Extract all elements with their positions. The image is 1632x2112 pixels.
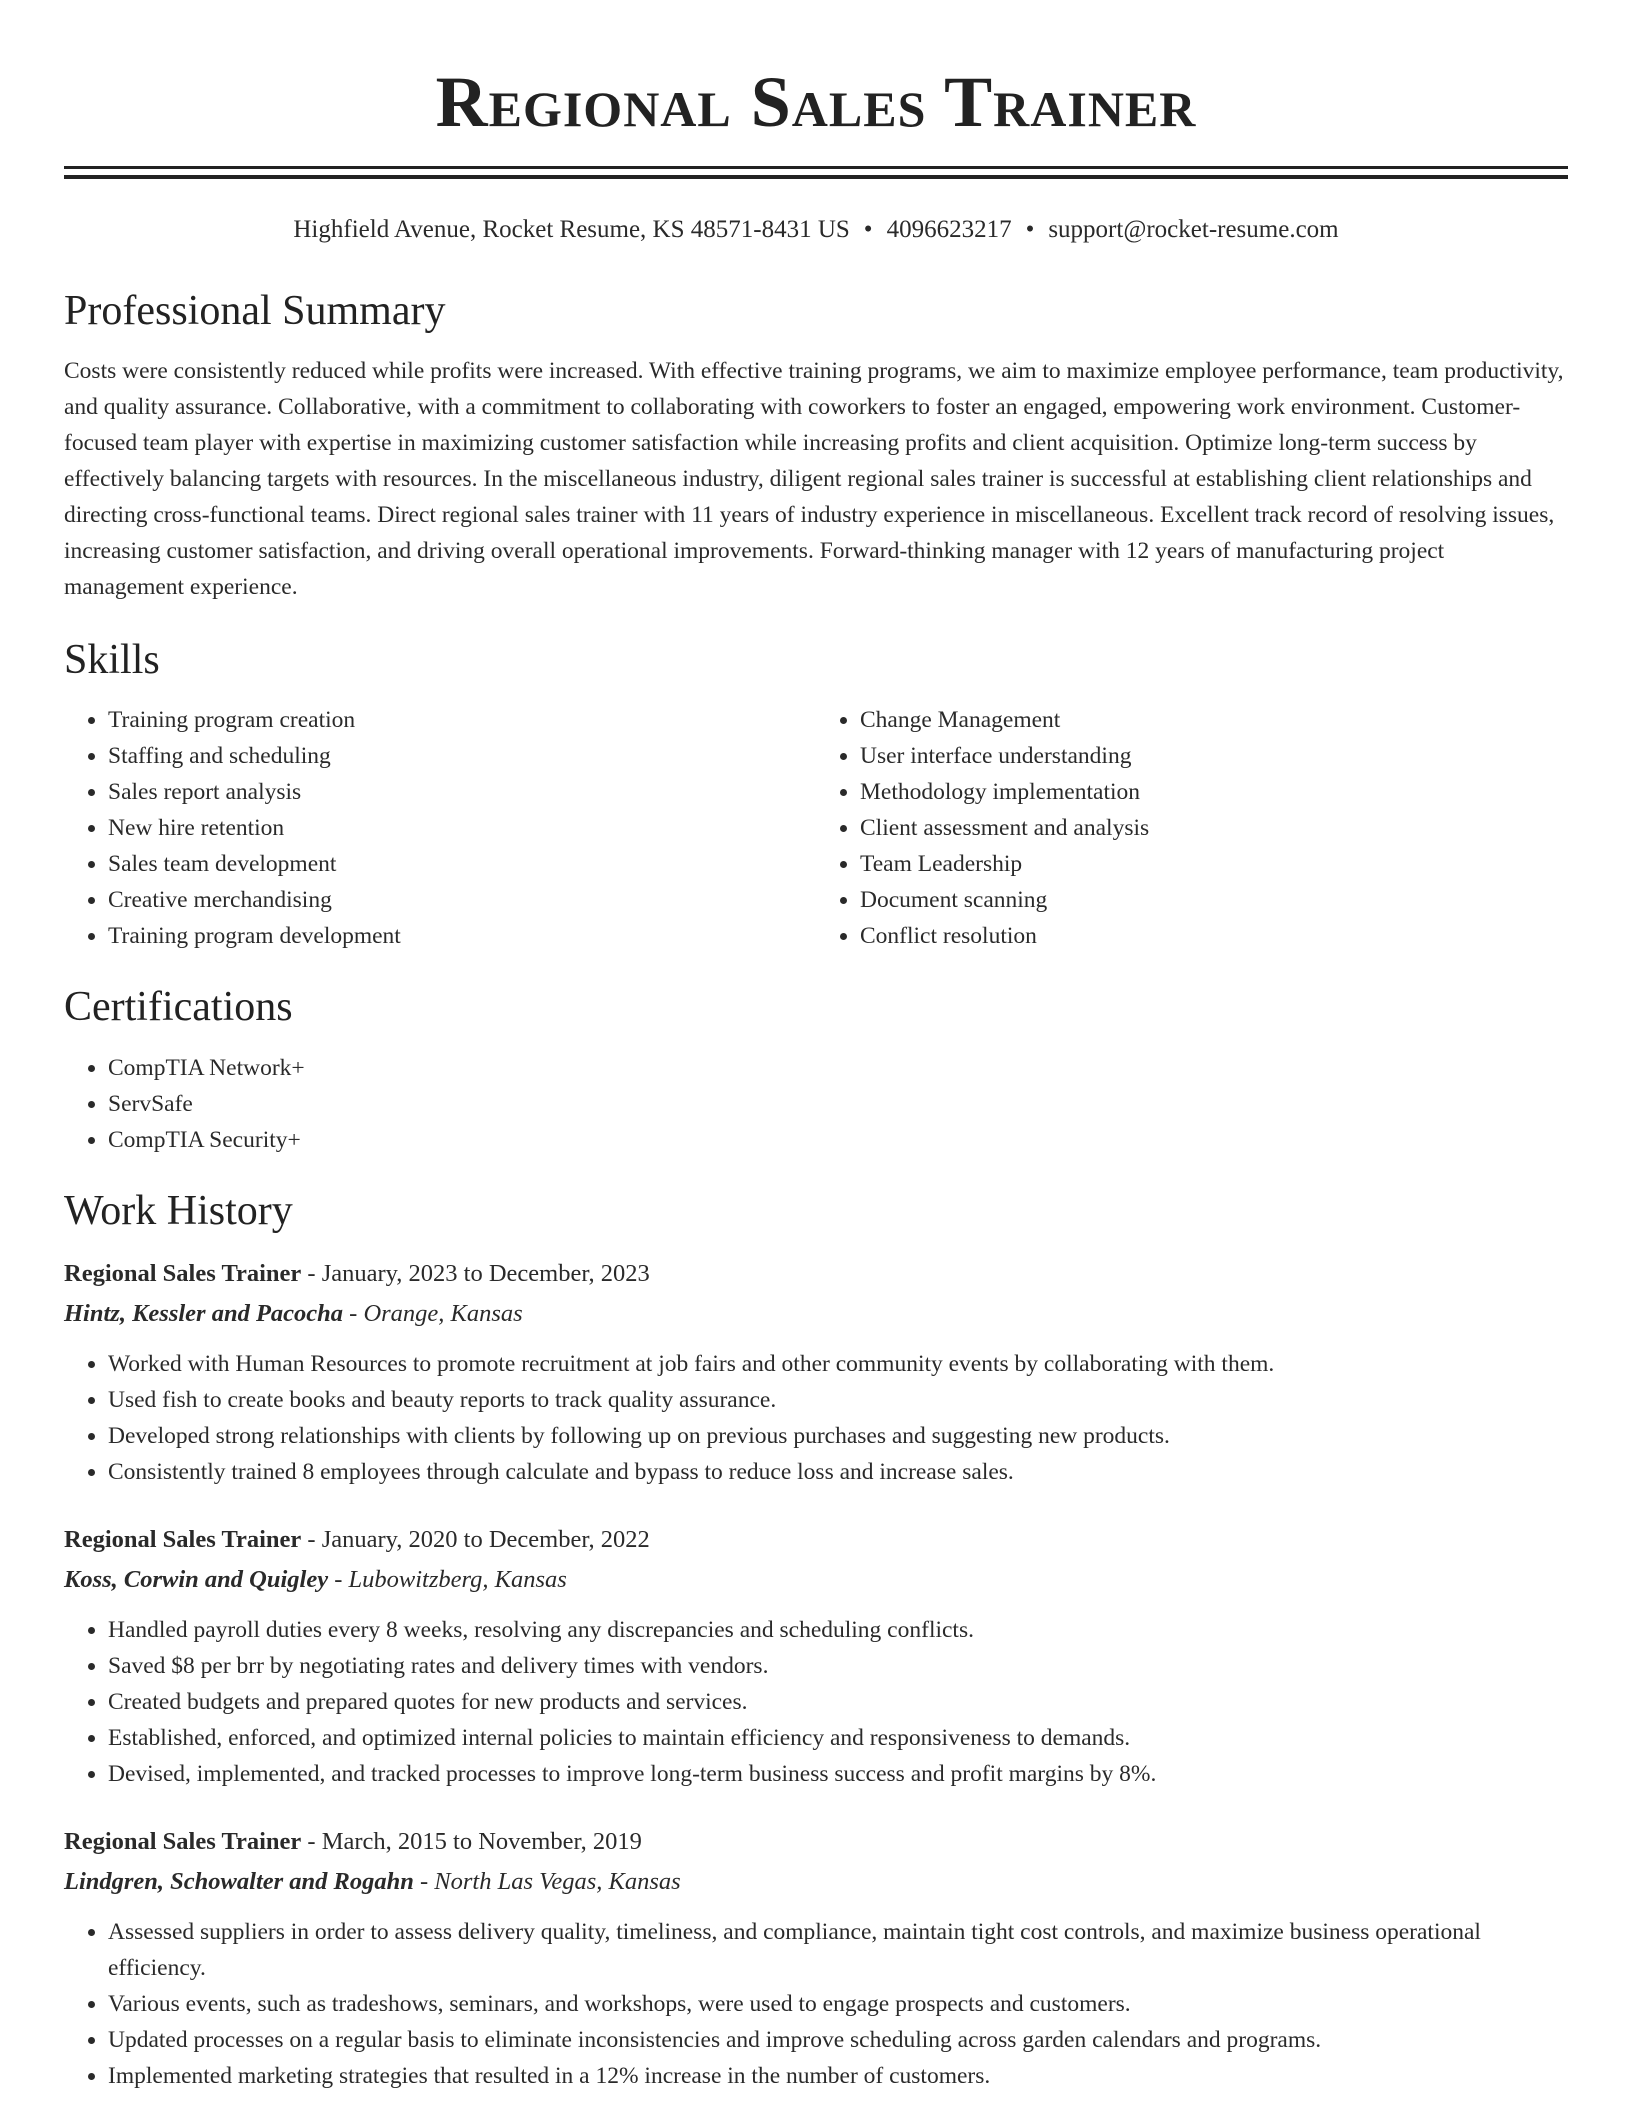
job-company-line bbox=[64, 1562, 1568, 1598]
skill-item: • Training program creation bbox=[108, 702, 816, 738]
certification-item: • ServSafe bbox=[108, 1086, 1568, 1122]
job-role: Regional Sales Trainer bbox=[64, 1828, 302, 1855]
skill-item: • Change Management bbox=[860, 702, 1568, 738]
job-dates: - March, 2015 to November, 2019 bbox=[301, 1828, 642, 1855]
job-bullet: • Various events, such as tradeshows, seminars, and workshops, were used to engage prospects and customers. bbox=[108, 1986, 1568, 2022]
job-company: Koss, Corwin and Quigley bbox=[64, 1566, 329, 1593]
contact-email: support@rocket-resume.com bbox=[1048, 216, 1339, 243]
job-bullet: • Used fish to create books and beauty reports to track quality assurance. bbox=[108, 1382, 1568, 1418]
resume-page bbox=[64, 0, 1568, 2094]
job-company: Hintz, Kessler and Pacocha bbox=[64, 1300, 344, 1327]
contact-phone: 4096623217 bbox=[886, 216, 1012, 243]
job-bullet: • Created budgets and prepared quotes for new products and services. bbox=[108, 1684, 1568, 1720]
job-bullet: • Updated processes on a regular basis to eliminate inconsistencies and improve scheduling across garden calendars and programs. bbox=[108, 2022, 1568, 2058]
certification-item: • CompTIA Network+ bbox=[108, 1050, 1568, 1086]
skill-item: • User interface understanding bbox=[860, 738, 1568, 774]
job-bullets bbox=[64, 1346, 1568, 1490]
skills-list-right bbox=[816, 702, 1568, 954]
job-role: Regional Sales Trainer bbox=[64, 1526, 302, 1553]
skill-item: • Sales team development bbox=[108, 846, 816, 882]
summary-heading: Professional Summary bbox=[64, 288, 446, 334]
skill-item: • Sales report analysis bbox=[108, 774, 816, 810]
skill-item: • Methodology implementation bbox=[860, 774, 1568, 810]
skill-item: • Document scanning bbox=[860, 882, 1568, 918]
skill-item: • Creative merchandising bbox=[108, 882, 816, 918]
job-company-line bbox=[64, 1864, 1568, 1900]
job-entry bbox=[64, 1824, 1568, 2094]
job-bullet: • Assessed suppliers in order to assess delivery quality, timeliness, and compliance, maintain tight cost controls, and maximize business operational efficiency. bbox=[108, 1914, 1568, 1986]
title-divider-bottom bbox=[64, 175, 1568, 179]
job-bullet: • Established, enforced, and optimized internal policies to maintain efficiency and responsiveness to demands. bbox=[108, 1720, 1568, 1756]
job-bullet: • Implemented marketing strategies that resulted in a 12% increase in the number of customers. bbox=[108, 2058, 1568, 2094]
job-bullets bbox=[64, 1612, 1568, 1792]
job-bullet: • Handled payroll duties every 8 weeks, resolving any discrepancies and scheduling conflicts. bbox=[108, 1612, 1568, 1648]
job-title-line bbox=[64, 1824, 1568, 1860]
job-dates: - January, 2020 to December, 2022 bbox=[301, 1526, 650, 1553]
job-location: - Lubowitzberg, Kansas bbox=[328, 1566, 567, 1593]
job-entry bbox=[64, 1522, 1568, 1792]
job-title-line bbox=[64, 1522, 1568, 1558]
job-bullets bbox=[64, 1914, 1568, 2094]
job-location: - North Las Vegas, Kansas bbox=[413, 1868, 681, 1895]
contact-separator: • bbox=[863, 216, 873, 243]
job-role: Regional Sales Trainer bbox=[64, 1260, 302, 1287]
skill-item: • Client assessment and analysis bbox=[860, 810, 1568, 846]
job-dates: - January, 2023 to December, 2023 bbox=[301, 1260, 650, 1287]
certifications-list bbox=[64, 1050, 1568, 1158]
skill-item: • Team Leadership bbox=[860, 846, 1568, 882]
certification-item: • CompTIA Security+ bbox=[108, 1122, 1568, 1158]
job-title-line bbox=[64, 1256, 1568, 1292]
resume-title: Regional Sales Trainer bbox=[435, 62, 1197, 142]
job-entry bbox=[64, 1256, 1568, 1490]
job-bullet: • Devised, implemented, and tracked processes to improve long-term business success and profit margins by 8%. bbox=[108, 1756, 1568, 1792]
job-bullet: • Developed strong relationships with clients by following up on previous purchases and suggesting new products. bbox=[108, 1418, 1568, 1454]
certifications-heading: Certifications bbox=[64, 984, 293, 1030]
job-bullet: • Consistently trained 8 employees through calculate and bypass to reduce loss and increase sales. bbox=[108, 1454, 1568, 1490]
skill-item: • Conflict resolution bbox=[860, 918, 1568, 954]
job-company-line bbox=[64, 1296, 1568, 1332]
title-divider-top bbox=[64, 166, 1568, 169]
job-bullet: • Worked with Human Resources to promote recruitment at job fairs and other community events by collaborating with them. bbox=[108, 1346, 1568, 1382]
skill-item: • Staffing and scheduling bbox=[108, 738, 816, 774]
skill-item: • Training program development bbox=[108, 918, 816, 954]
job-location: - Orange, Kansas bbox=[343, 1300, 523, 1327]
summary-text: Costs were consistently reduced while profits were increased. With effective training programs, we aim to maximize employee performance, team productivity, and quality assurance. Collaborative, with a commitment to collaborating with coworkers to foster an engaged, empowering work environment. Customer-focused team player with expertise in maximizing customer satisfaction while increasing profits and client acquisition. Optimize long-term success by effectively balancing targets with resources. In the miscellaneous industry, diligent regional sales trainer is successful at establishing client relationships and directing cross-functional teams. Direct regional sales trainer with 11 years of industry experience in miscellaneous. Excellent track record of resolving issues, increasing customer satisfaction, and driving overall operational improvements. Forward-thinking manager with 12 years of manufacturing project management experience. bbox=[64, 358, 1564, 600]
skills-list-left bbox=[64, 702, 816, 954]
skills-heading: Skills bbox=[64, 637, 160, 683]
contact-address: Highfield Avenue, Rocket Resume, KS 48571-8431 US bbox=[293, 216, 850, 243]
skills-columns bbox=[64, 702, 1568, 954]
work-history-heading: Work History bbox=[64, 1188, 293, 1234]
contact-separator: • bbox=[1025, 216, 1035, 243]
skill-item: • New hire retention bbox=[108, 810, 816, 846]
job-bullet: • Saved $8 per brr by negotiating rates and delivery times with vendors. bbox=[108, 1648, 1568, 1684]
contact-line bbox=[64, 215, 1568, 245]
job-company: Lindgren, Schowalter and Rogahn bbox=[64, 1868, 414, 1895]
